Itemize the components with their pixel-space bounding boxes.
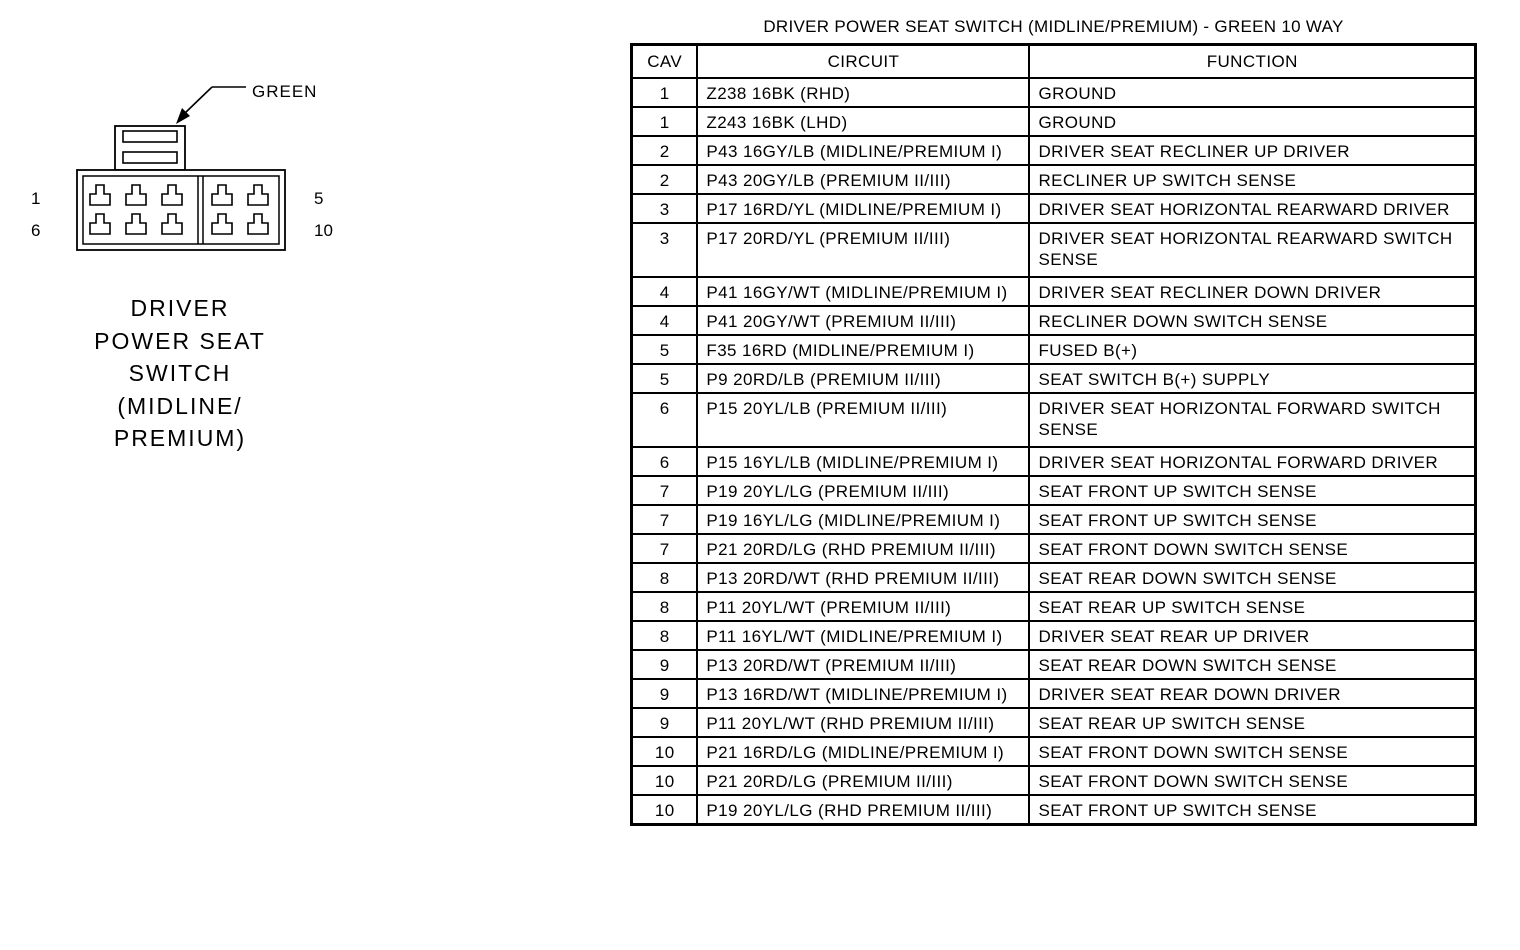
table-row (632, 737, 1476, 766)
function-cell: DRIVER SEAT REAR UP DRIVER (1029, 621, 1475, 650)
function-cell: SEAT REAR UP SWITCH SENSE (1029, 708, 1475, 737)
circuit-cell: P13 20RD/WT (RHD PREMIUM II/III) (697, 563, 1029, 592)
connector-title-line: PREMIUM) (113, 425, 247, 451)
function-cell: SEAT FRONT UP SWITCH SENSE (1029, 476, 1475, 505)
connector-title-line: POWER SEAT (94, 327, 266, 354)
table-row (632, 766, 1476, 795)
circuit-cell: P19 20YL/LG (PREMIUM II/III) (697, 476, 1029, 505)
cav-cell: 9 (632, 708, 698, 737)
circuit-cell: P17 16RD/YL (MIDLINE/PREMIUM I) (697, 194, 1029, 223)
cav-cell: 5 (632, 335, 698, 364)
header-circuit: CIRCUIT (697, 45, 1029, 79)
table-body (632, 78, 1476, 824)
cav-cell: 9 (632, 650, 698, 679)
circuit-cell: P43 20GY/LB (PREMIUM II/III) (697, 165, 1029, 194)
table-title: DRIVER POWER SEAT SWITCH (MIDLINE/PREMIUM) - GREEN 10 WAY (763, 17, 1344, 36)
table-row (632, 534, 1476, 563)
cav-cell: 10 (632, 766, 698, 795)
function-cell: DRIVER SEAT RECLINER DOWN DRIVER (1029, 277, 1475, 306)
table-row (632, 78, 1476, 107)
table-row (632, 621, 1476, 650)
pin-label-6: 6 (31, 221, 41, 240)
table-row (632, 708, 1476, 737)
table-row (632, 107, 1476, 136)
connector-title-line: (MIDLINE/ (117, 392, 243, 419)
function-cell: GROUND (1029, 78, 1475, 107)
color-callout-label: GREEN (252, 82, 318, 101)
pin-label-1: 1 (31, 189, 41, 208)
cav-cell: 2 (632, 136, 698, 165)
cav-cell: 7 (632, 476, 698, 505)
function-cell: SEAT FRONT UP SWITCH SENSE (1029, 795, 1475, 824)
circuit-cell: P11 20YL/WT (RHD PREMIUM II/III) (697, 708, 1029, 737)
table-row (632, 650, 1476, 679)
cav-cell: 7 (632, 534, 698, 563)
pin-label-10: 10 (314, 221, 333, 240)
cav-cell: 1 (632, 78, 698, 107)
circuit-cell: Z238 16BK (RHD) (697, 78, 1029, 107)
table-header-row (632, 45, 1476, 79)
circuit-cell: P15 20YL/LB (PREMIUM II/III) (697, 393, 1029, 447)
function-cell: SEAT FRONT DOWN SWITCH SENSE (1029, 534, 1475, 563)
function-cell: FUSED B(+) (1029, 335, 1475, 364)
connector-title-line: SWITCH (128, 360, 232, 386)
connector-title-line: DRIVER (130, 295, 230, 321)
circuit-cell: F35 16RD (MIDLINE/PREMIUM I) (697, 335, 1029, 364)
table-row (632, 277, 1476, 306)
function-cell: RECLINER DOWN SWITCH SENSE (1029, 306, 1475, 335)
cav-cell: 1 (632, 107, 698, 136)
cav-cell: 2 (632, 165, 698, 194)
table-row (632, 165, 1476, 194)
circuit-cell: P9 20RD/LB (PREMIUM II/III) (697, 364, 1029, 393)
cav-cell: 3 (632, 223, 698, 277)
function-cell: SEAT REAR DOWN SWITCH SENSE (1029, 650, 1475, 679)
table-row (632, 223, 1476, 277)
pin-label-5: 5 (314, 189, 324, 208)
connector-body (77, 170, 285, 250)
cav-cell: 10 (632, 795, 698, 824)
cav-cell: 8 (632, 592, 698, 621)
header-cav: CAV (632, 45, 698, 79)
table-row (632, 393, 1476, 447)
circuit-cell: P21 20RD/LG (RHD PREMIUM II/III) (697, 534, 1029, 563)
connector-title (70, 292, 290, 455)
callout-arrow-shaft (185, 87, 212, 113)
circuit-cell: Z243 16BK (LHD) (697, 107, 1029, 136)
circuit-cell: P41 16GY/WT (MIDLINE/PREMIUM I) (697, 277, 1029, 306)
cav-cell: 4 (632, 306, 698, 335)
pinout-table (630, 43, 1477, 826)
circuit-cell: P41 20GY/WT (PREMIUM II/III) (697, 306, 1029, 335)
circuit-cell: P43 16GY/LB (MIDLINE/PREMIUM I) (697, 136, 1029, 165)
function-cell: SEAT FRONT DOWN SWITCH SENSE (1029, 766, 1475, 795)
cav-cell: 6 (632, 447, 698, 476)
function-cell: SEAT REAR DOWN SWITCH SENSE (1029, 563, 1475, 592)
circuit-cell: P11 20YL/WT (PREMIUM II/III) (697, 592, 1029, 621)
table-row (632, 592, 1476, 621)
circuit-cell: P17 20RD/YL (PREMIUM II/III) (697, 223, 1029, 277)
function-cell: GROUND (1029, 107, 1475, 136)
table-row (632, 136, 1476, 165)
function-cell: DRIVER SEAT HORIZONTAL REARWARD SWITCH SENSE (1029, 223, 1475, 277)
cav-cell: 6 (632, 393, 698, 447)
cav-cell: 8 (632, 621, 698, 650)
circuit-cell: P13 20RD/WT (PREMIUM II/III) (697, 650, 1029, 679)
cav-cell: 10 (632, 737, 698, 766)
function-cell: SEAT FRONT UP SWITCH SENSE (1029, 505, 1475, 534)
table-row (632, 563, 1476, 592)
table-row (632, 306, 1476, 335)
function-cell: DRIVER SEAT HORIZONTAL REARWARD DRIVER (1029, 194, 1475, 223)
function-cell: RECLINER UP SWITCH SENSE (1029, 165, 1475, 194)
cav-cell: 7 (632, 505, 698, 534)
table-row (632, 476, 1476, 505)
header-function: FUNCTION (1029, 45, 1475, 79)
circuit-cell: P15 16YL/LB (MIDLINE/PREMIUM I) (697, 447, 1029, 476)
cav-cell: 8 (632, 563, 698, 592)
function-cell: DRIVER SEAT HORIZONTAL FORWARD SWITCH SENSE (1029, 393, 1475, 447)
circuit-cell: P19 16YL/LG (MIDLINE/PREMIUM I) (697, 505, 1029, 534)
cav-cell: 4 (632, 277, 698, 306)
function-cell: DRIVER SEAT REAR DOWN DRIVER (1029, 679, 1475, 708)
table-row (632, 447, 1476, 476)
table-row (632, 679, 1476, 708)
table-row (632, 335, 1476, 364)
table-row (632, 364, 1476, 393)
function-cell: DRIVER SEAT HORIZONTAL FORWARD DRIVER (1029, 447, 1475, 476)
function-cell: DRIVER SEAT RECLINER UP DRIVER (1029, 136, 1475, 165)
function-cell: SEAT REAR UP SWITCH SENSE (1029, 592, 1475, 621)
circuit-cell: P13 16RD/WT (MIDLINE/PREMIUM I) (697, 679, 1029, 708)
cav-cell: 5 (632, 364, 698, 393)
function-cell: SEAT SWITCH B(+) SUPPLY (1029, 364, 1475, 393)
table-row (632, 795, 1476, 824)
table-row (632, 505, 1476, 534)
circuit-cell: P11 16YL/WT (MIDLINE/PREMIUM I) (697, 621, 1029, 650)
function-cell: SEAT FRONT DOWN SWITCH SENSE (1029, 737, 1475, 766)
cav-cell: 9 (632, 679, 698, 708)
cav-cell: 3 (632, 194, 698, 223)
circuit-cell: P19 20YL/LG (RHD PREMIUM II/III) (697, 795, 1029, 824)
circuit-cell: P21 16RD/LG (MIDLINE/PREMIUM I) (697, 737, 1029, 766)
table-row (632, 194, 1476, 223)
circuit-cell: P21 20RD/LG (PREMIUM II/III) (697, 766, 1029, 795)
